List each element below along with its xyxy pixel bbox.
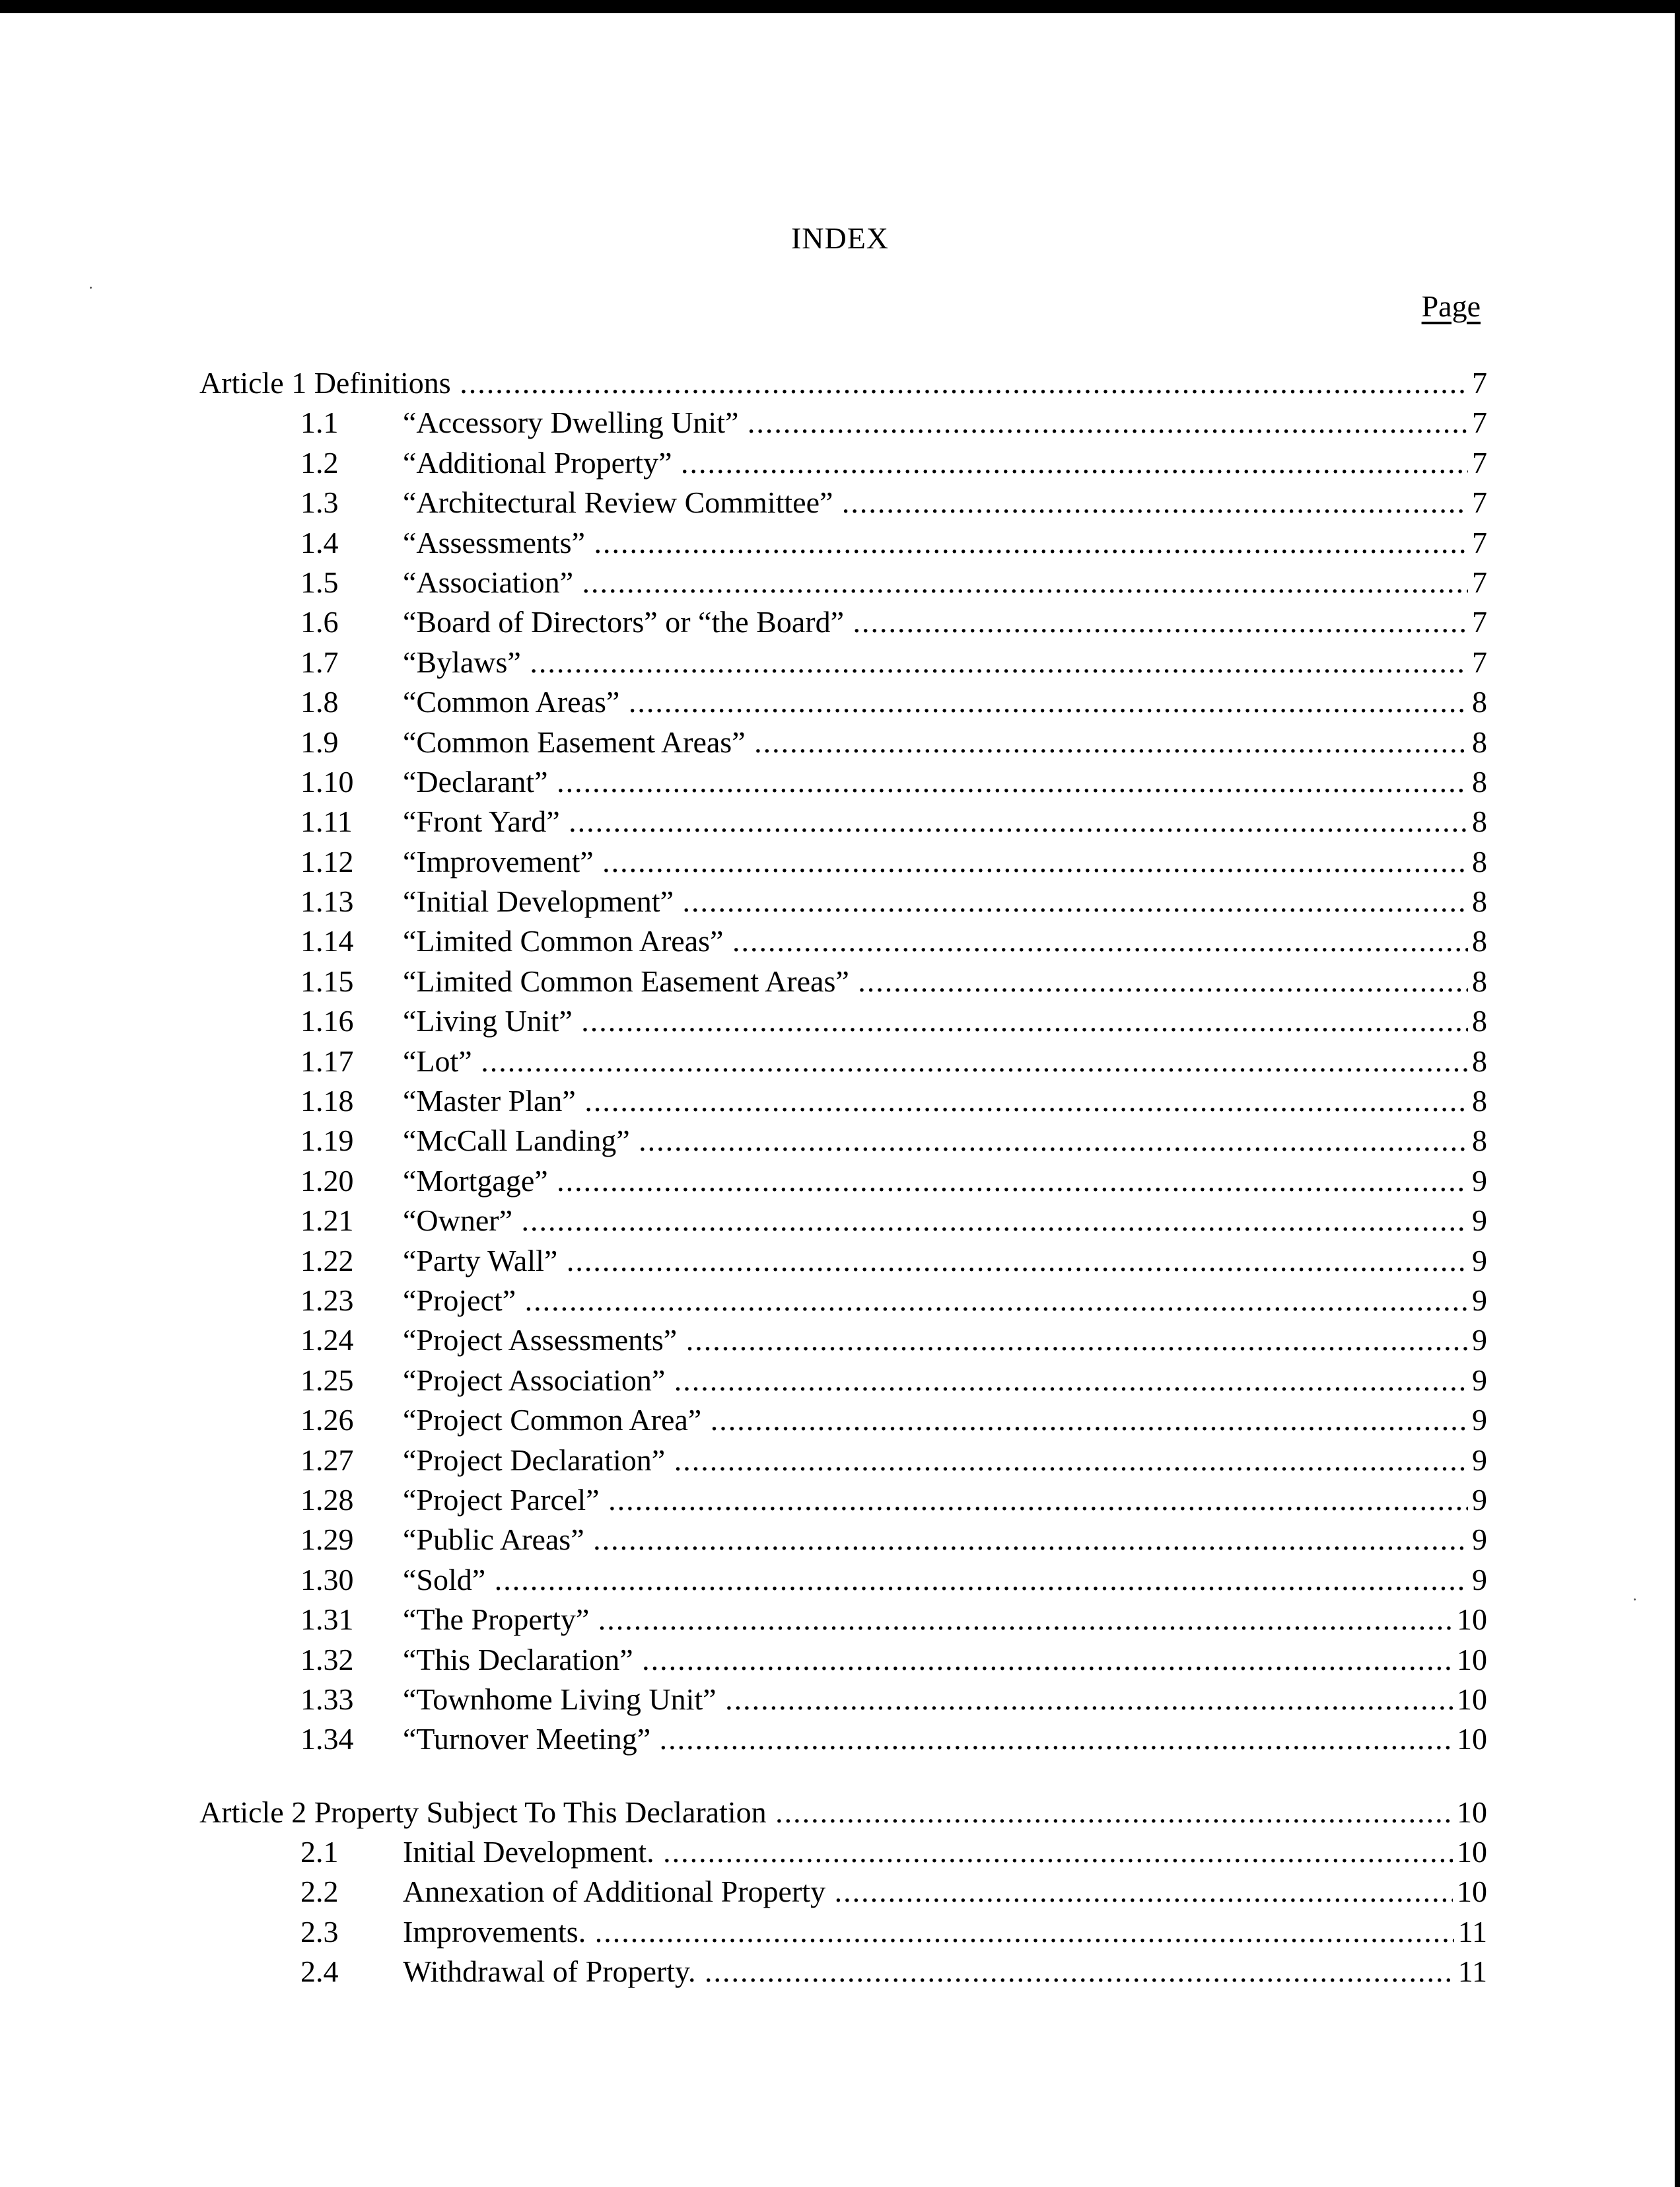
- toc-entry-row[interactable]: [0, 563, 1680, 602]
- toc-page-number: 9: [1468, 1441, 1487, 1480]
- toc-entry-title: “Accessory Dwelling Unit” .....: [403, 403, 1487, 443]
- scan-speck: [90, 287, 92, 289]
- toc-entry-row[interactable]: [0, 1400, 1680, 1440]
- toc-entry-title: “Improvement” .....: [403, 842, 1487, 882]
- toc-entry-title: “Turnover Meeting” .....: [403, 1719, 1487, 1759]
- toc-entry-row[interactable]: [0, 1161, 1680, 1201]
- toc-entry-row[interactable]: [0, 643, 1680, 682]
- toc-entry-number: 2.2: [300, 1875, 339, 1909]
- toc-page-number: 9: [1468, 1201, 1487, 1240]
- toc-entry-number: 1.12: [300, 844, 354, 878]
- page-column-label: Page: [1421, 289, 1481, 323]
- toc-entry-number: 1.10: [300, 764, 354, 799]
- toc-entry-title: “Owner” .....: [403, 1201, 1487, 1240]
- toc-entry-number: 1.27: [300, 1443, 354, 1477]
- toc-page-number: 7: [1468, 602, 1487, 642]
- toc-page-number: 7: [1468, 403, 1487, 443]
- toc-entry-row[interactable]: [0, 403, 1680, 443]
- toc-entry-number: 1.25: [300, 1363, 354, 1397]
- toc-page-number: 10: [1453, 1640, 1487, 1680]
- toc-page-number: 8: [1468, 1001, 1487, 1041]
- toc-entry-number: 1.33: [300, 1682, 354, 1716]
- toc-entry-row[interactable]: [0, 1241, 1680, 1281]
- toc-entry-title: “This Declaration” .....: [403, 1640, 1487, 1680]
- toc-entry-title: “Living Unit” .....: [403, 1001, 1487, 1041]
- toc-entry-title: “Project Parcel” .....: [403, 1480, 1487, 1520]
- toc-article-label: Article 1 Definitions .....: [199, 363, 1487, 403]
- toc-entry-row[interactable]: [0, 1600, 1680, 1639]
- toc-entry-row[interactable]: [0, 1320, 1680, 1360]
- toc-entry-row[interactable]: [0, 1001, 1680, 1041]
- toc-article-row[interactable]: [0, 363, 1680, 403]
- toc-entry-title: “Limited Common Areas” .....: [403, 921, 1487, 961]
- toc-page-number: 10: [1453, 1793, 1487, 1832]
- toc-page-number: 10: [1453, 1680, 1487, 1719]
- toc-page-number: 8: [1468, 1081, 1487, 1121]
- toc-entry-title: “Assessments” .....: [403, 523, 1487, 563]
- toc-entry-number: 1.30: [300, 1562, 354, 1596]
- toc-entry-row[interactable]: [0, 602, 1680, 642]
- toc-entry-number: 1.21: [300, 1203, 354, 1238]
- toc-page-number: 10: [1453, 1872, 1487, 1912]
- toc-entry-row[interactable]: [0, 1560, 1680, 1600]
- toc-entry-title: “Common Areas” .....: [403, 682, 1487, 722]
- toc-page-number: 9: [1468, 1241, 1487, 1281]
- toc-entry-title: “Project” .....: [403, 1281, 1487, 1320]
- toc-entry-number: 1.6: [300, 605, 339, 639]
- toc-entry-title: “McCall Landing” .....: [403, 1121, 1487, 1161]
- toc-entry-title: “Front Yard” .....: [403, 802, 1487, 842]
- toc-entry-number: 1.9: [300, 725, 339, 759]
- toc-entry-row[interactable]: [0, 1832, 1680, 1872]
- toc-entry-number: 2.1: [300, 1835, 339, 1869]
- toc-entry-title: “Architectural Review Committee” .....: [403, 483, 1487, 522]
- toc-entry-number: 1.20: [300, 1163, 354, 1198]
- toc-entry-row[interactable]: [0, 1201, 1680, 1240]
- toc-page-number: 8: [1468, 1121, 1487, 1161]
- toc-page-number: 8: [1468, 842, 1487, 882]
- toc-entry-number: 1.22: [300, 1243, 354, 1277]
- toc-entry-number: 1.28: [300, 1482, 354, 1517]
- toc-page-number: 9: [1468, 1320, 1487, 1360]
- toc-page-number: 7: [1468, 643, 1487, 682]
- toc-page-number: 10: [1453, 1832, 1487, 1872]
- toc-entry-number: 1.4: [300, 525, 339, 559]
- toc-entry-row[interactable]: [0, 523, 1680, 563]
- toc-entry-row[interactable]: [0, 962, 1680, 1001]
- toc-entry-row[interactable]: [0, 842, 1680, 882]
- toc-entry-row[interactable]: [0, 682, 1680, 722]
- toc-entry-number: 1.29: [300, 1523, 354, 1557]
- toc-entry-number: 1.19: [300, 1124, 354, 1158]
- toc-entry-title: “Master Plan” .....: [403, 1081, 1487, 1121]
- toc-entry-title: “Project Assessments” .....: [403, 1320, 1487, 1360]
- toc-entry-number: 1.24: [300, 1323, 354, 1357]
- toc-page-number: 11: [1454, 1952, 1487, 1991]
- toc-entry-title: “Party Wall” .....: [403, 1241, 1487, 1281]
- toc-entry-number: 1.26: [300, 1403, 354, 1437]
- toc-entry-number: 1.14: [300, 924, 354, 958]
- toc-entry-title: “Project Declaration” .....: [403, 1441, 1487, 1480]
- toc-page-number: 9: [1468, 1400, 1487, 1440]
- toc-entry-number: 1.3: [300, 485, 339, 520]
- toc-entry-number: 1.17: [300, 1044, 354, 1078]
- toc-section: [0, 1793, 1680, 1992]
- toc-page-number: 9: [1468, 1161, 1487, 1201]
- toc-entry-number: 1.16: [300, 1004, 354, 1038]
- toc-page-number: 7: [1468, 363, 1487, 403]
- toc-entry-row[interactable]: [0, 443, 1680, 483]
- toc-entry-row[interactable]: [0, 1952, 1680, 1991]
- toc-entry-title: “Board of Directors” or “the Board” .....: [403, 602, 1487, 642]
- toc-entry-title: “Sold” .....: [403, 1560, 1487, 1600]
- toc-entry-title: Withdrawal of Property. .....: [403, 1952, 1487, 1991]
- toc-page-number: 9: [1468, 1520, 1487, 1560]
- toc-entry-title: Annexation of Additional Property .....: [403, 1872, 1487, 1912]
- toc-entry-row[interactable]: [0, 1042, 1680, 1081]
- toc-page-number: 10: [1453, 1600, 1487, 1639]
- toc-page-number: 7: [1468, 483, 1487, 522]
- toc-page-number: 9: [1468, 1361, 1487, 1400]
- toc-entry-number: 1.23: [300, 1283, 354, 1317]
- toc-entry-row[interactable]: [0, 1081, 1680, 1121]
- toc-entry-row[interactable]: [0, 1872, 1680, 1912]
- toc-entry-number: 1.2: [300, 445, 339, 480]
- toc-page-number: 7: [1468, 563, 1487, 602]
- toc-page-number: 8: [1468, 762, 1487, 802]
- toc-entry-number: 1.11: [300, 805, 353, 839]
- page-title: INDEX: [790, 221, 890, 255]
- toc-entry-row[interactable]: [0, 802, 1680, 842]
- toc-page-number: 8: [1468, 962, 1487, 1001]
- toc-entry-row[interactable]: [0, 1680, 1680, 1719]
- toc-page-number: 9: [1468, 1480, 1487, 1520]
- toc-entry-number: 1.18: [300, 1084, 354, 1118]
- toc-entry-title: “Bylaws” .....: [403, 643, 1487, 682]
- toc-entry-row[interactable]: [0, 1640, 1680, 1680]
- toc-entry-title: “Project Common Area” .....: [403, 1400, 1487, 1440]
- toc-page-number: 8: [1468, 723, 1487, 762]
- toc-entry-title: “Additional Property” .....: [403, 443, 1487, 483]
- toc-entry-row[interactable]: [0, 483, 1680, 522]
- toc-entry-number: 1.8: [300, 685, 339, 719]
- toc-entry-row[interactable]: [0, 762, 1680, 802]
- toc-entry-title: “Townhome Living Unit” .....: [403, 1680, 1487, 1719]
- toc-entry-row[interactable]: [0, 1719, 1680, 1759]
- toc-entry-title: “Declarant” .....: [403, 762, 1487, 802]
- toc-entry-title: “Project Association” .....: [403, 1361, 1487, 1400]
- toc-entry-title: “The Property” .....: [403, 1600, 1487, 1639]
- toc-entry-title: “Mortgage” .....: [403, 1161, 1487, 1201]
- toc-entry-row[interactable]: [0, 1520, 1680, 1560]
- toc-entry-row[interactable]: [0, 1281, 1680, 1320]
- toc-entry-number: 2.3: [300, 1914, 339, 1949]
- toc-entry-row[interactable]: [0, 1121, 1680, 1161]
- toc-page-number: 8: [1468, 682, 1487, 722]
- scan-top-border: [0, 0, 1680, 13]
- toc-page-number: 9: [1468, 1281, 1487, 1320]
- toc-entry-number: 1.32: [300, 1642, 354, 1676]
- toc-entry-title: “Public Areas” .....: [403, 1520, 1487, 1560]
- toc-page-number: 11: [1454, 1912, 1487, 1952]
- toc-entry-number: 1.13: [300, 884, 354, 919]
- toc-page-number: 7: [1468, 443, 1487, 483]
- toc-entry-title: “Association” .....: [403, 563, 1487, 602]
- toc-page-number: 8: [1468, 882, 1487, 921]
- toc-entry-title: Initial Development. .....: [403, 1832, 1487, 1872]
- toc-entry-row[interactable]: [0, 1480, 1680, 1520]
- toc-article-row[interactable]: [0, 1793, 1680, 1832]
- toc-entry-number: 1.15: [300, 964, 354, 998]
- toc-entry-row[interactable]: [0, 723, 1680, 762]
- toc-article-label: Article 2 Property Subject To This Declaration .....: [199, 1793, 1487, 1832]
- toc-entry-number: 1.5: [300, 565, 339, 599]
- toc-entry-number: 1.31: [300, 1602, 354, 1637]
- table-of-contents: [0, 363, 1680, 2025]
- toc-entry-row[interactable]: [0, 1912, 1680, 1952]
- toc-page-number: 10: [1453, 1719, 1487, 1759]
- toc-page-number: 7: [1468, 523, 1487, 563]
- toc-page-number: 9: [1468, 1560, 1487, 1600]
- toc-page-number: 8: [1468, 802, 1487, 842]
- toc-page-number: 8: [1468, 1042, 1487, 1081]
- toc-entry-number: 1.34: [300, 1722, 354, 1756]
- toc-entry-number: 1.7: [300, 645, 339, 679]
- toc-page-number: 8: [1468, 921, 1487, 961]
- toc-entry-title: “Limited Common Easement Areas” .....: [403, 962, 1487, 1001]
- toc-entry-title: “Lot” .....: [403, 1042, 1487, 1081]
- toc-entry-number: 1.1: [300, 406, 339, 440]
- toc-entry-number: 2.4: [300, 1954, 339, 1989]
- toc-entry-title: “Common Easement Areas” .....: [403, 723, 1487, 762]
- toc-section: [0, 363, 1680, 1760]
- toc-entry-title: “Initial Development” .....: [403, 882, 1487, 921]
- toc-entry-row[interactable]: [0, 1361, 1680, 1400]
- toc-entry-row[interactable]: [0, 1441, 1680, 1480]
- toc-entry-title: Improvements. .....: [403, 1912, 1487, 1952]
- toc-entry-row[interactable]: [0, 882, 1680, 921]
- toc-entry-row[interactable]: [0, 921, 1680, 961]
